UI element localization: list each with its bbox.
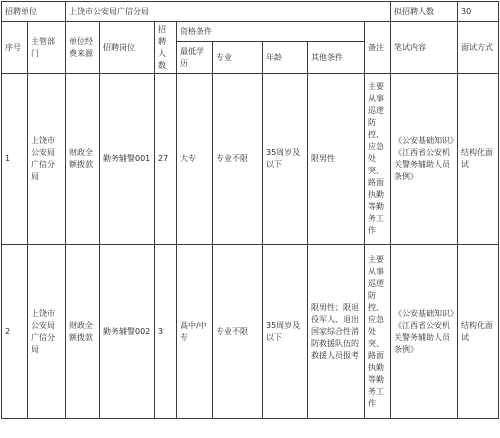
col-seq: 序号 [2, 22, 28, 74]
cell-count: 3 [155, 245, 177, 419]
total-label: 拟招聘人数 [391, 2, 458, 22]
col-count: 招聘人数 [155, 22, 177, 74]
cell-position: 勤务辅警002 [100, 245, 155, 419]
cell-major: 专业不限 [213, 74, 263, 245]
col-age: 年龄 [263, 42, 308, 74]
col-dept: 主管部门 [28, 22, 66, 74]
table-row [2, 74, 499, 245]
col-major: 专业 [213, 42, 263, 74]
cell-other: 限男性；限退役军人、退出国家综合性消防救援队伍的救援人员报考 [308, 245, 365, 419]
table-row [2, 245, 499, 419]
cell-written: 《公安基础知识》《江西省公安机关警务辅助人员条例》 [391, 245, 458, 419]
col-qualifications: 资格条件 [177, 22, 365, 42]
cell-funding: 财政全额拨款 [66, 245, 100, 419]
cell-dept: 上饶市公安局广信分局 [28, 245, 66, 419]
cell-remarks: 主要从事巡逻防控、应急处突、路面执勤等勤务工作 [365, 74, 391, 245]
col-written: 笔试内容 [391, 22, 458, 74]
col-interview: 面试方式 [458, 22, 499, 74]
col-remarks: 备注 [365, 22, 391, 74]
cell-seq: 1 [2, 74, 28, 245]
cell-funding: 财政全额拨款 [66, 74, 100, 245]
cell-education: 大专 [177, 74, 213, 245]
recruitment-table [1, 1, 499, 419]
cell-education: 高中/中专 [177, 245, 213, 419]
header-row [2, 2, 499, 22]
cell-count: 27 [155, 74, 177, 245]
cell-interview: 结构化面试 [458, 74, 499, 245]
recruitment-table-wrapper [1, 1, 499, 419]
unit-value: 上饶市公安局广信分局 [66, 2, 391, 22]
cell-remarks: 主要从事巡逻防控、应急处突、路面执勤等勤务工作 [365, 245, 391, 419]
cell-dept: 上饶市公安局广信分局 [28, 74, 66, 245]
cell-age: 35周岁及以下 [263, 74, 308, 245]
unit-label: 招聘单位 [2, 2, 66, 22]
col-funding: 单位经费来源 [66, 22, 100, 74]
column-header-row-top [2, 22, 499, 42]
cell-interview: 结构化面试 [458, 245, 499, 419]
cell-major: 专业不限 [213, 245, 263, 419]
cell-other: 限男性 [308, 74, 365, 245]
cell-seq: 2 [2, 245, 28, 419]
total-value: 30 [458, 2, 499, 22]
cell-written: 《公安基础知识》《江西省公安机关警务辅助人员条例》 [391, 74, 458, 245]
col-education: 最低学历 [177, 42, 213, 74]
cell-position: 勤务辅警001 [100, 74, 155, 245]
col-position: 招聘岗位 [100, 22, 155, 74]
col-other: 其他条件 [308, 42, 365, 74]
cell-age: 35周岁及以下 [263, 245, 308, 419]
